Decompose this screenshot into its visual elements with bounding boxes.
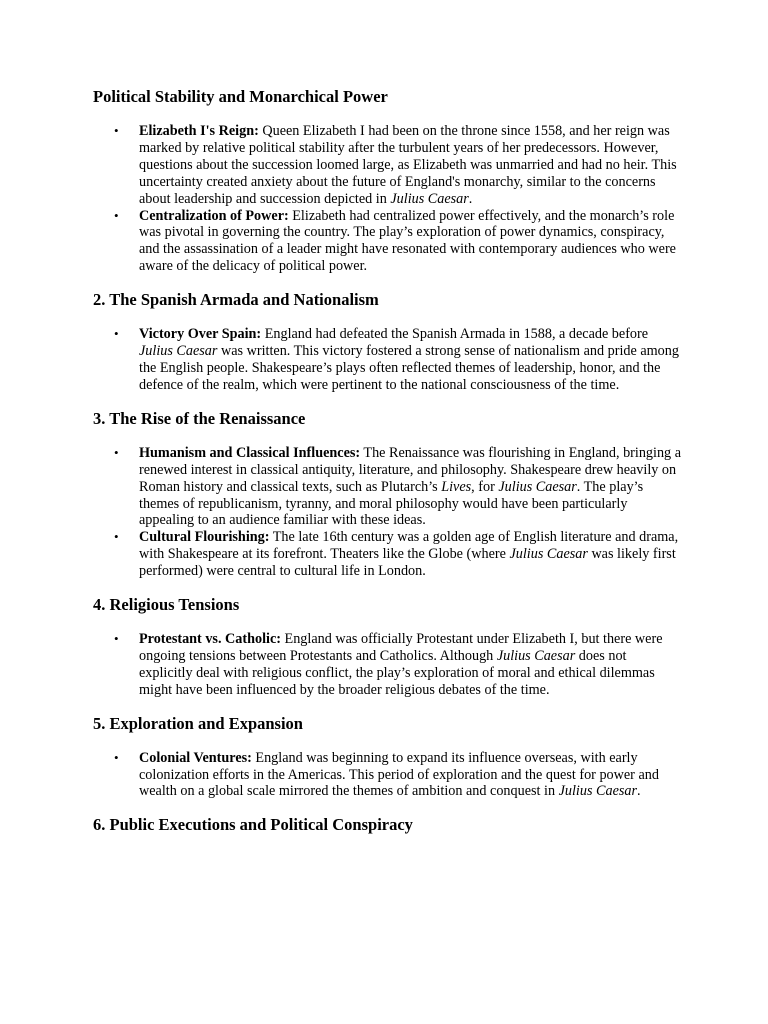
item-italic-title: Julius Caesar	[498, 478, 577, 495]
section-renaissance	[93, 409, 683, 595]
item-text: The late 16th century was a golden age of English literature and drama, with Shakespeare at its forefront. Theaters like the Globe (where	[139, 529, 679, 563]
item-lead: Elizabeth I's Reign:	[139, 123, 259, 139]
document-page	[93, 87, 683, 835]
item-italic-title: Julius Caesar	[558, 783, 638, 800]
list-item	[93, 631, 683, 699]
item-lead: Victory Over Spain:	[139, 326, 262, 343]
section-public-executions	[93, 815, 683, 835]
item-lead: Humanism and Classical Influences:	[139, 444, 361, 461]
item-text: The Renaissance was flourishing in England, bringing a renewed interest in classical antiquity, literature, and philosophy. Shakespeare drew heavily on Roman history and classical texts, such as Plutarch’s	[139, 444, 681, 495]
section-heading: 5. Exploration and Expansion	[93, 713, 303, 733]
section-heading: 3. The Rise of the Renaissance	[93, 408, 306, 428]
item-text: , for	[471, 478, 499, 495]
section-religious-tensions	[93, 595, 683, 714]
section-heading: 6. Public Executions and Political Conspiracy	[93, 815, 413, 835]
section-political-stability	[93, 87, 683, 290]
item-italic-title: Lives	[441, 478, 472, 495]
item-text: England was officially Protestant under Elizabeth I, but there were ongoing tensions between Protestants and Catholics. Although	[139, 631, 663, 664]
item-text: Queen Elizabeth I had been on the throne since 1558, and her reign was marked by relative political stability after the turbulent years of her predecessors. However, questions about the succession loomed large, as Elizabeth was unmarried and had no heir. This uncertainty created anxiety about the future of England's monarchy, similar to the concerns about leadership and succession depicted in	[139, 123, 677, 207]
item-text: was likely first performed) were central to cultural life in London.	[139, 546, 676, 580]
list-item	[93, 529, 683, 580]
item-italic-title: Julius Caesar	[496, 647, 576, 664]
item-text: . The play’s themes of republicanism, tyranny, and moral philosophy would have been particularly appealing to an audience familiar with these ideas.	[139, 478, 644, 529]
item-italic-title: Julius Caesar	[390, 190, 469, 207]
item-text: Elizabeth had centralized power effectively, and the monarch’s role was pivotal in governing the country. The play’s exploration of power dynamics, conspiracy, and the assassination of a leader might have resonated with contemporary audiences who were aware of the delicacy of political power.	[139, 207, 676, 275]
bullet-list	[93, 445, 683, 580]
item-text: England had defeated the Spanish Armada in 1588, a decade before	[261, 326, 649, 343]
bullet-list	[93, 750, 683, 801]
list-item	[93, 123, 683, 208]
item-text: .	[468, 190, 473, 207]
list-item	[93, 445, 683, 530]
item-lead: Cultural Flourishing:	[139, 529, 270, 546]
item-lead: Colonial Ventures:	[139, 749, 252, 766]
item-italic-title: Julius Caesar	[509, 546, 588, 563]
bullet-list	[93, 123, 683, 275]
bullet-list	[93, 326, 683, 394]
section-spanish-armada	[93, 290, 683, 409]
list-item	[93, 750, 683, 801]
item-text: does not explicitly deal with religious conflict, the play’s exploration of moral and ethical dilemmas might have been influenced by the broader religious debates of the time.	[139, 647, 655, 698]
item-lead: Centralization of Power:	[139, 207, 289, 224]
bullet-list	[93, 631, 683, 699]
list-item	[93, 326, 683, 394]
section-heading: 4. Religious Tensions	[93, 595, 240, 615]
item-lead: Protestant vs. Catholic:	[139, 631, 281, 648]
section-heading: 2. The Spanish Armada and Nationalism	[93, 290, 379, 310]
item-text: England was beginning to expand its influence overseas, with early colonization efforts in the Americas. This period of exploration and the quest for power and wealth on a global scale mirrored the themes of ambition and conquest in	[139, 749, 659, 800]
item-text: was written. This victory fostered a strong sense of nationalism and pride among the English people. Shakespeare’s plays often reflected themes of leadership, honor, and the defence of the realm, which were pertinent to the national consciousness of the time.	[139, 343, 679, 393]
section-heading: Political Stability and Monarchical Power	[93, 87, 388, 106]
item-text: .	[637, 783, 641, 800]
section-exploration	[93, 714, 683, 816]
list-item	[93, 208, 683, 276]
item-italic-title: Julius Caesar	[139, 343, 218, 360]
